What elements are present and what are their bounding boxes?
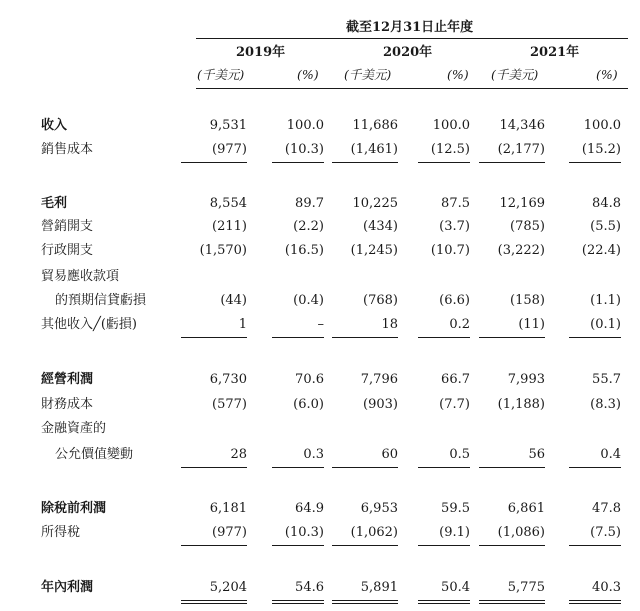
table-cell: (577) bbox=[212, 397, 247, 412]
table-cell: 5,891 bbox=[360, 580, 398, 595]
subtotal-rule bbox=[272, 467, 324, 468]
table-cell: 84.8 bbox=[592, 196, 621, 211]
period-caption: 截至12月31日止年度 bbox=[346, 20, 474, 35]
table-cell: (44) bbox=[220, 293, 247, 308]
subtotal-rule bbox=[418, 467, 470, 468]
table-cell: 59.5 bbox=[441, 501, 470, 516]
table-cell: (5.5) bbox=[590, 219, 621, 234]
table-cell: (1,086) bbox=[497, 525, 545, 540]
table-cell: 89.7 bbox=[295, 196, 324, 211]
table-cell: 5,204 bbox=[209, 580, 247, 595]
year-heading-2021: 2021年 bbox=[530, 45, 580, 60]
subtotal-rule bbox=[332, 337, 398, 338]
row-label: 金融資產的 bbox=[41, 421, 107, 436]
period-caption-rule bbox=[196, 38, 628, 39]
table-cell: (16.5) bbox=[284, 243, 324, 258]
table-cell: 6,730 bbox=[209, 372, 247, 387]
table-cell: 28 bbox=[230, 447, 247, 462]
table-cell: 6,953 bbox=[360, 501, 398, 516]
row-label: 財務成本 bbox=[41, 397, 94, 412]
table-cell: 55.7 bbox=[592, 372, 621, 387]
row-label: 除稅前利潤 bbox=[41, 501, 107, 516]
row-label: 公允價值變動 bbox=[55, 447, 134, 462]
subtotal-rule bbox=[479, 545, 545, 546]
table-cell: (0.1) bbox=[590, 317, 621, 332]
table-cell: 70.6 bbox=[295, 372, 324, 387]
total-double-rule bbox=[272, 600, 324, 601]
subtotal-rule bbox=[332, 545, 398, 546]
table-cell: 50.4 bbox=[441, 580, 470, 595]
table-cell: 7,796 bbox=[360, 372, 398, 387]
table-cell: 40.3 bbox=[592, 580, 621, 595]
table-cell: 54.6 bbox=[295, 580, 324, 595]
table-cell: (1,461) bbox=[350, 142, 398, 157]
unit-label: (%) bbox=[447, 67, 469, 82]
table-cell: (1,188) bbox=[497, 397, 545, 412]
table-cell: 9,531 bbox=[209, 118, 247, 133]
table-cell: (903) bbox=[363, 397, 398, 412]
table-cell: (1,062) bbox=[350, 525, 398, 540]
subtotal-rule bbox=[181, 467, 247, 468]
year-heading-2020: 2020年 bbox=[383, 45, 433, 60]
subtotal-rule bbox=[479, 162, 545, 163]
table-cell: (10.3) bbox=[284, 142, 324, 157]
table-cell: 87.5 bbox=[441, 196, 470, 211]
unit-label: (千美元) bbox=[197, 67, 245, 82]
total-double-rule bbox=[332, 600, 398, 601]
table-cell: (7.7) bbox=[439, 397, 470, 412]
table-cell: (12.5) bbox=[430, 142, 470, 157]
subtotal-rule bbox=[181, 162, 247, 163]
table-cell: (7.5) bbox=[590, 525, 621, 540]
table-cell: (10.7) bbox=[430, 243, 470, 258]
table-cell: (211) bbox=[212, 219, 247, 234]
table-cell: 0.5 bbox=[449, 447, 470, 462]
table-cell: (11) bbox=[518, 317, 545, 332]
subtotal-rule bbox=[332, 162, 398, 163]
row-label: 貿易應收款項 bbox=[41, 269, 120, 284]
total-double-rule bbox=[479, 600, 545, 601]
table-cell: (22.4) bbox=[581, 243, 621, 258]
table-cell: 8,554 bbox=[209, 196, 247, 211]
table-cell: 7,993 bbox=[507, 372, 545, 387]
row-label: 年內利潤 bbox=[41, 580, 94, 595]
table-cell: 10,225 bbox=[352, 196, 398, 211]
subtotal-rule bbox=[272, 545, 324, 546]
subtotal-rule bbox=[181, 545, 247, 546]
table-cell: 100.0 bbox=[583, 118, 621, 133]
table-cell: (977) bbox=[212, 142, 247, 157]
table-cell: 6,181 bbox=[209, 501, 247, 516]
table-cell: (10.3) bbox=[284, 525, 324, 540]
table-cell: (2.2) bbox=[293, 219, 324, 234]
table-cell: (977) bbox=[212, 525, 247, 540]
unit-label: (%) bbox=[596, 67, 618, 82]
table-cell: 1 bbox=[238, 317, 247, 332]
table-cell: (768) bbox=[363, 293, 398, 308]
total-double-rule bbox=[418, 600, 470, 601]
subtotal-rule bbox=[569, 162, 621, 163]
unit-label: (千美元) bbox=[344, 67, 392, 82]
subtotal-rule bbox=[569, 467, 621, 468]
subtotal-rule bbox=[272, 337, 324, 338]
table-cell: (8.3) bbox=[590, 397, 621, 412]
table-cell: 5,775 bbox=[507, 580, 545, 595]
table-cell: (434) bbox=[363, 219, 398, 234]
table-cell: (15.2) bbox=[581, 142, 621, 157]
unit-rule bbox=[196, 88, 628, 89]
subtotal-rule bbox=[181, 337, 247, 338]
row-label: 銷售成本 bbox=[41, 142, 94, 157]
table-cell: 6,861 bbox=[507, 501, 545, 516]
table-cell: – bbox=[317, 317, 324, 332]
row-label: 收入 bbox=[41, 118, 68, 133]
table-cell: 47.8 bbox=[592, 501, 621, 516]
row-label: 經營利潤 bbox=[41, 372, 94, 387]
row-label: 所得稅 bbox=[41, 525, 81, 540]
table-cell: 60 bbox=[381, 447, 398, 462]
table-cell: 0.2 bbox=[449, 317, 470, 332]
table-cell: 11,686 bbox=[352, 118, 398, 133]
total-double-rule bbox=[569, 600, 621, 601]
row-label: 行政開支 bbox=[41, 243, 94, 258]
subtotal-rule bbox=[479, 467, 545, 468]
table-cell: (785) bbox=[510, 219, 545, 234]
subtotal-rule bbox=[418, 545, 470, 546]
table-cell: (9.1) bbox=[439, 525, 470, 540]
table-cell: (0.4) bbox=[293, 293, 324, 308]
subtotal-rule bbox=[272, 162, 324, 163]
table-cell: (3.7) bbox=[439, 219, 470, 234]
row-label: 毛利 bbox=[41, 196, 68, 211]
subtotal-rule bbox=[418, 337, 470, 338]
table-cell: (2,177) bbox=[497, 142, 545, 157]
subtotal-rule bbox=[569, 337, 621, 338]
table-cell: (6.0) bbox=[293, 397, 324, 412]
table-cell: 14,346 bbox=[499, 118, 545, 133]
table-cell: (3,222) bbox=[497, 243, 545, 258]
row-label: 其他收入╱(虧損) bbox=[41, 317, 137, 332]
total-double-rule bbox=[181, 600, 247, 601]
table-cell: (6.6) bbox=[439, 293, 470, 308]
table-cell: 0.3 bbox=[303, 447, 324, 462]
table-cell: 66.7 bbox=[441, 372, 470, 387]
subtotal-rule bbox=[418, 162, 470, 163]
row-label: 的預期信貸虧損 bbox=[55, 293, 147, 308]
table-cell: 0.4 bbox=[600, 447, 621, 462]
table-cell: 56 bbox=[528, 447, 545, 462]
subtotal-rule bbox=[569, 545, 621, 546]
subtotal-rule bbox=[479, 337, 545, 338]
row-label: 營銷開支 bbox=[41, 219, 94, 234]
table-cell: 100.0 bbox=[286, 118, 324, 133]
unit-label: (%) bbox=[297, 67, 319, 82]
table-cell: 64.9 bbox=[295, 501, 324, 516]
table-cell: 12,169 bbox=[499, 196, 545, 211]
unit-label: (千美元) bbox=[491, 67, 539, 82]
table-cell: (1,245) bbox=[350, 243, 398, 258]
year-heading-2019: 2019年 bbox=[236, 45, 286, 60]
subtotal-rule bbox=[332, 467, 398, 468]
table-cell: (158) bbox=[510, 293, 545, 308]
table-cell: (1.1) bbox=[590, 293, 621, 308]
table-cell: 18 bbox=[381, 317, 398, 332]
table-cell: 100.0 bbox=[432, 118, 470, 133]
table-cell: (1,570) bbox=[199, 243, 247, 258]
